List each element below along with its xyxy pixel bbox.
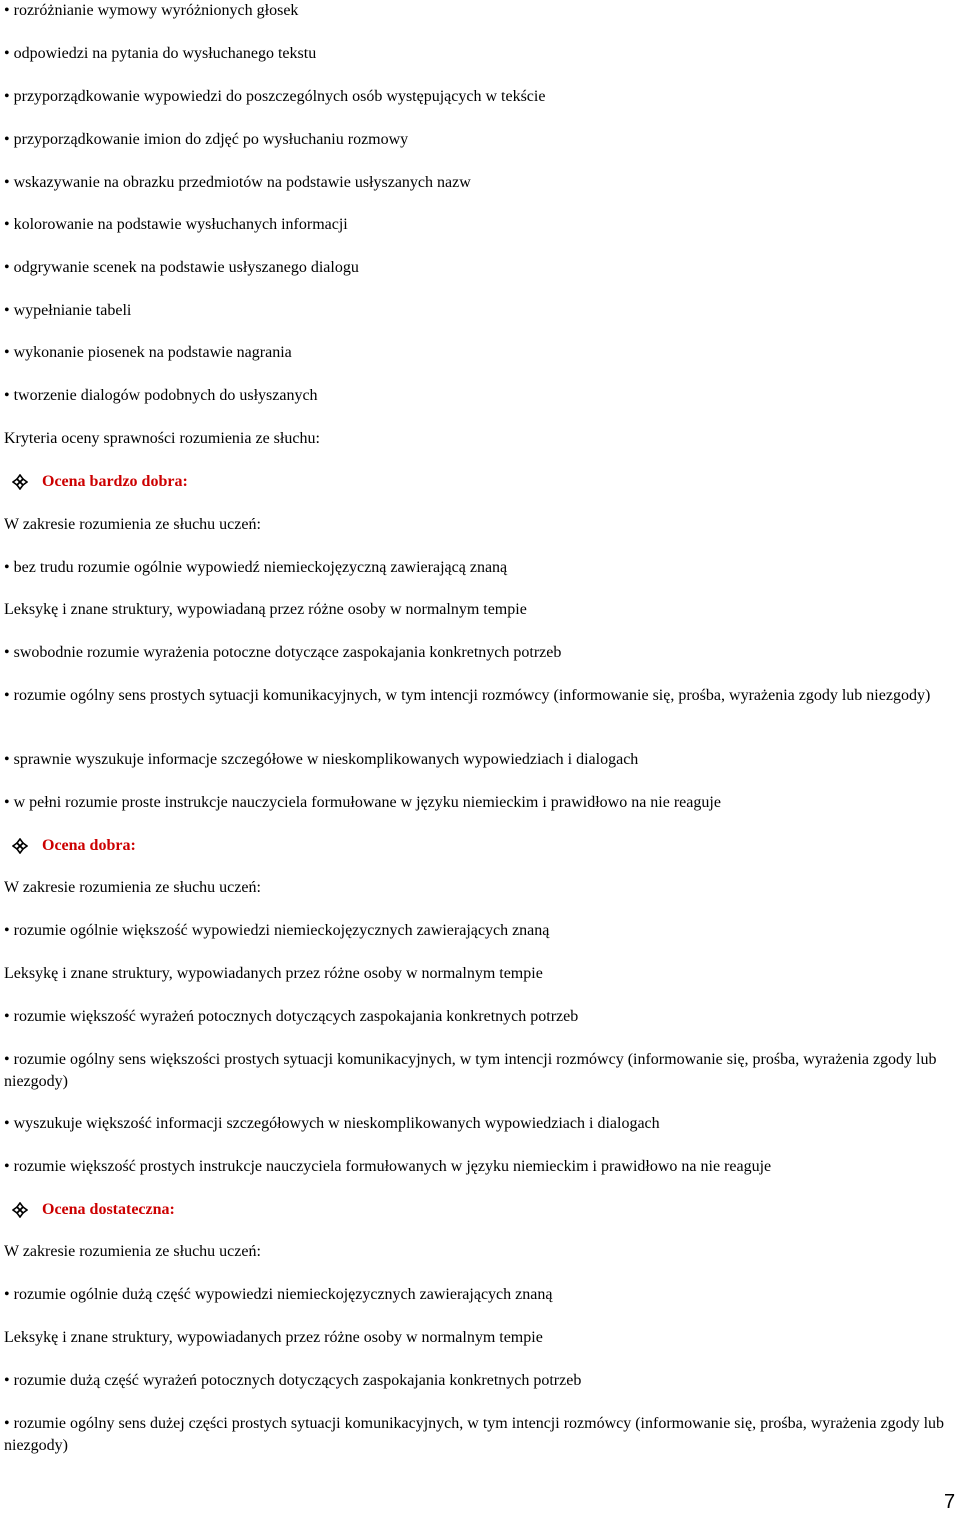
list-item: • w pełni rozumie proste instrukcje nauczyciela formułowane w języku niemieckim i prawidłowo na nie reaguje: [4, 792, 954, 814]
list-item: • wyszukuje większość informacji szczegółowych w nieskomplikowanych wypowiedziach i dialogach: [4, 1113, 954, 1135]
list-item-continuation: Leksykę i znane struktury, wypowiadanych przez różne osoby w normalnym tempie: [4, 1329, 543, 1346]
list-item: • rozumie większość wyrażeń potocznych dotyczących zaspokajania konkretnych potrzeb: [4, 1006, 954, 1028]
list-item: • rozumie większość prostych instrukcje nauczyciela formułowanych w języku niemieckim i prawidłowo na nie reaguje: [4, 1156, 954, 1178]
grade-heading-very-good: [42, 471, 188, 493]
list-item: • rozróżnianie wymowy wyróżnionych głosek: [4, 0, 954, 22]
list-item: • wykonanie piosenek na podstawie nagrania: [4, 342, 954, 364]
grade-intro: W zakresie rozumienia ze słuchu uczeń:: [4, 516, 261, 533]
list-item: • przyporządkowanie wypowiedzi do poszczególnych osób występujących w tekście: [4, 86, 954, 108]
page-number: 7: [944, 1491, 956, 1513]
diamond-bullet-icon: [12, 838, 28, 854]
list-item-continuation: Leksykę i znane struktury, wypowiadaną przez różne osoby w normalnym tempie: [4, 601, 527, 618]
list-item: • bez trudu rozumie ogólnie wypowiedź niemieckojęzyczną zawierającą znaną: [4, 557, 954, 579]
criteria-title: Kryteria oceny sprawności rozumienia ze słuchu:: [4, 430, 320, 447]
list-item: • rozumie ogólny sens większości prostych sytuacji komunikacyjnych, w tym intencji rozmówcy (informowanie się, prośba, wyrażenia zgody lub niezgody): [4, 1049, 954, 1093]
grade-heading-label: Ocena dostateczna:: [42, 1201, 175, 1218]
grade-heading-label: Ocena dobra:: [42, 837, 136, 854]
list-item: • przyporządkowanie imion do zdjęć po wysłuchaniu rozmowy: [4, 129, 954, 151]
list-item: • wskazywanie na obrazku przedmiotów na podstawie usłyszanych nazw: [4, 172, 954, 194]
list-item: • kolorowanie na podstawie wysłuchanych informacji: [4, 214, 954, 236]
list-item-continuation: Leksykę i znane struktury, wypowiadanych przez różne osoby w normalnym tempie: [4, 965, 543, 982]
grade-intro: W zakresie rozumienia ze słuchu uczeń:: [4, 1243, 261, 1260]
list-item: • rozumie ogólny sens dużej części prostych sytuacji komunikacyjnych, w tym intencji rozmówcy (informowanie się, prośba, wyrażenia zgody lub niezgody): [4, 1413, 954, 1457]
list-item: • tworzenie dialogów podobnych do usłyszanych: [4, 385, 954, 407]
grade-intro: W zakresie rozumienia ze słuchu uczeń:: [4, 879, 261, 896]
grade-heading-label: Ocena bardzo dobra:: [42, 473, 188, 490]
list-item: • rozumie ogólnie dużą część wypowiedzi niemieckojęzycznych zawierających znaną: [4, 1284, 954, 1306]
list-item: • wypełnianie tabeli: [4, 300, 954, 322]
list-item: • rozumie ogólnie większość wypowiedzi niemieckojęzycznych zawierających znaną: [4, 920, 954, 942]
list-item: • rozumie ogólny sens prostych sytuacji komunikacyjnych, w tym intencji rozmówcy (informowanie się, prośba, wyrażenia zgody lub niezgody): [4, 685, 954, 707]
list-item: • odgrywanie scenek na podstawie usłyszanego dialogu: [4, 257, 954, 279]
list-item: • swobodnie rozumie wyrażenia potoczne dotyczące zaspokajania konkretnych potrzeb: [4, 642, 954, 664]
list-item: • sprawnie wyszukuje informacje szczegółowe w nieskomplikowanych wypowiedziach i dialogach: [4, 749, 954, 771]
list-item: • rozumie dużą część wyrażeń potocznych dotyczących zaspokajania konkretnych potrzeb: [4, 1370, 954, 1392]
grade-heading-good: [42, 835, 136, 857]
list-item: • odpowiedzi na pytania do wysłuchanego tekstu: [4, 43, 954, 65]
grade-heading-sufficient: [42, 1199, 175, 1221]
diamond-bullet-icon: [12, 474, 28, 490]
diamond-bullet-icon: [12, 1202, 28, 1218]
